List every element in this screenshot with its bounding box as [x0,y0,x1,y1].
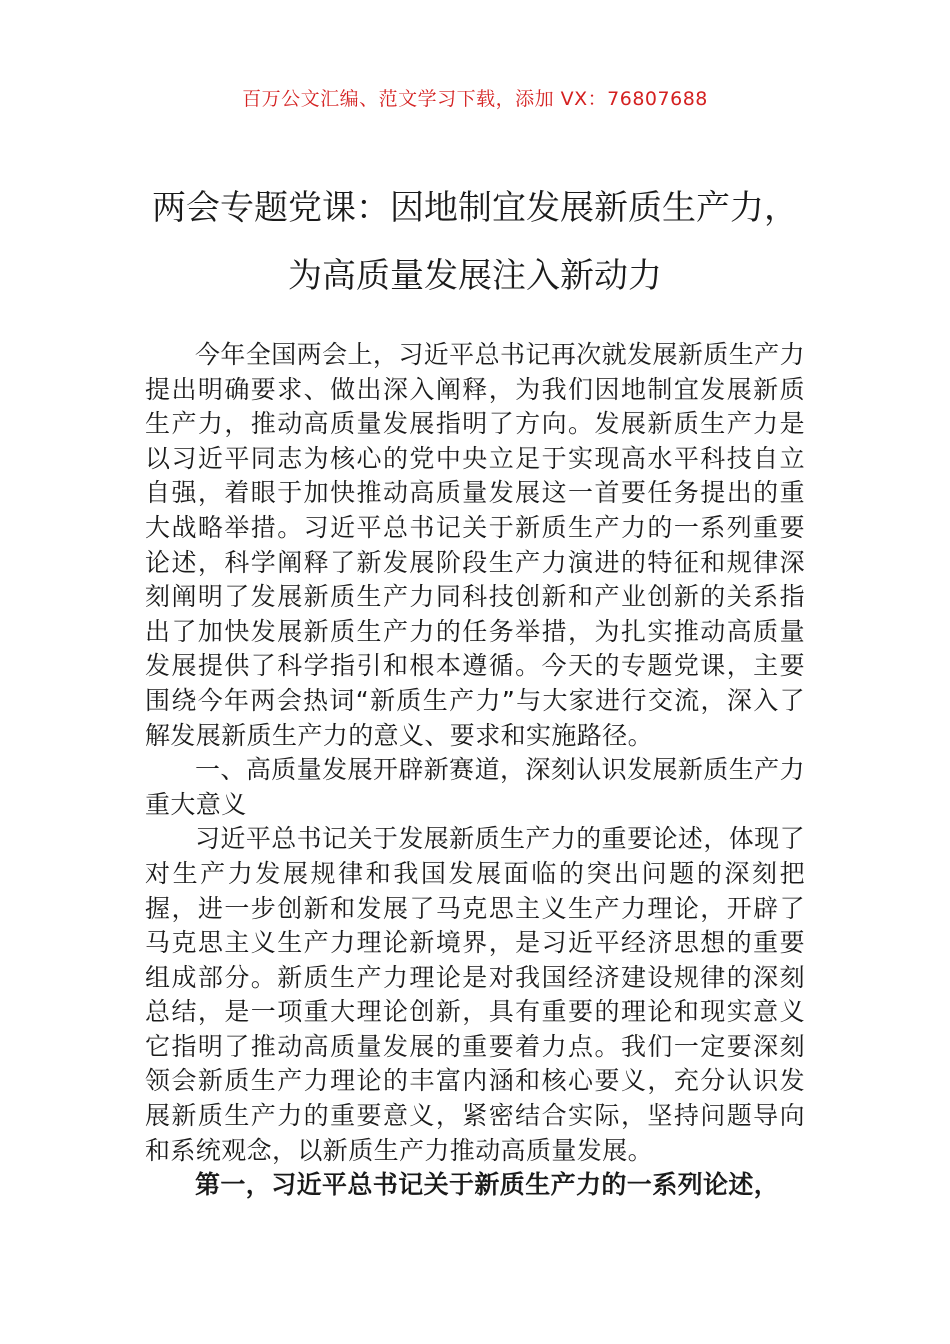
document-title-line-2: 为高质量发展注入新动力 [288,256,662,296]
intro-paragraph: 今年全国两会上，习近平总书记再次就发展新质生产力提出明确要求、做出深入阐释，为我们因地制宜发展新质生产力，推动高质量发展指明了方向。发展新质生产力是以习近平同志为核心的党中央立足于实现高水平科技自立自强，着眼于加快推动高质量发展这一首要任务提出的重大战略举措。习近平总书记关于新质生产力的一系列重要论述，科学阐释了新发展阶段生产力演进的特征和规律深刻阐明了发展新质生产力同科技创新和产业创新的关系指出了加快发展新质生产力的任务举措，为扎实推动高质量发展提供了科学指引和根本遵循。今天的专题党课，主要围绕今年两会热词“新质生产力”与大家进行交流，深入了解发展新质生产力的意义、要求和实施路径。 [145,340,805,750]
section-heading-1: 一、高质量发展开辟新赛道，深刻认识发展新质生产力重大意义 [145,755,805,819]
section-1-paragraph: 习近平总书记关于发展新质生产力的重要论述，体现了对生产力发展规律和我国发展面临的突出问题的深刻把握，进一步创新和发展了马克思主义生产力理论，开辟了马克思主义生产力理论新境界，是习近平经济思想的重要组成部分。新质生产力理论是对我国经济建设规律的深刻总结，是一项重大理论创新，具有重要的理论和现实意义它指明了推动高质量发展的重要着力点。我们一定要深刻领会新质生产力理论的丰富内涵和核心要义，充分认识发展新质生产力的重要意义，紧密结合实际，坚持问题导向和系统观念，以新质生产力推动高质量发展。 [145,824,805,1165]
header-watermark-note: 百万公文汇编、范文学习下载，添加 VX：76807688 [242,88,708,110]
document-body [145,338,805,1203]
document-title-line-1: 两会专题党课：因地制宜发展新质生产力， [152,188,798,228]
subheading-first: 第一，习近平总书记关于新质生产力的一系列论述， [195,1170,780,1200]
